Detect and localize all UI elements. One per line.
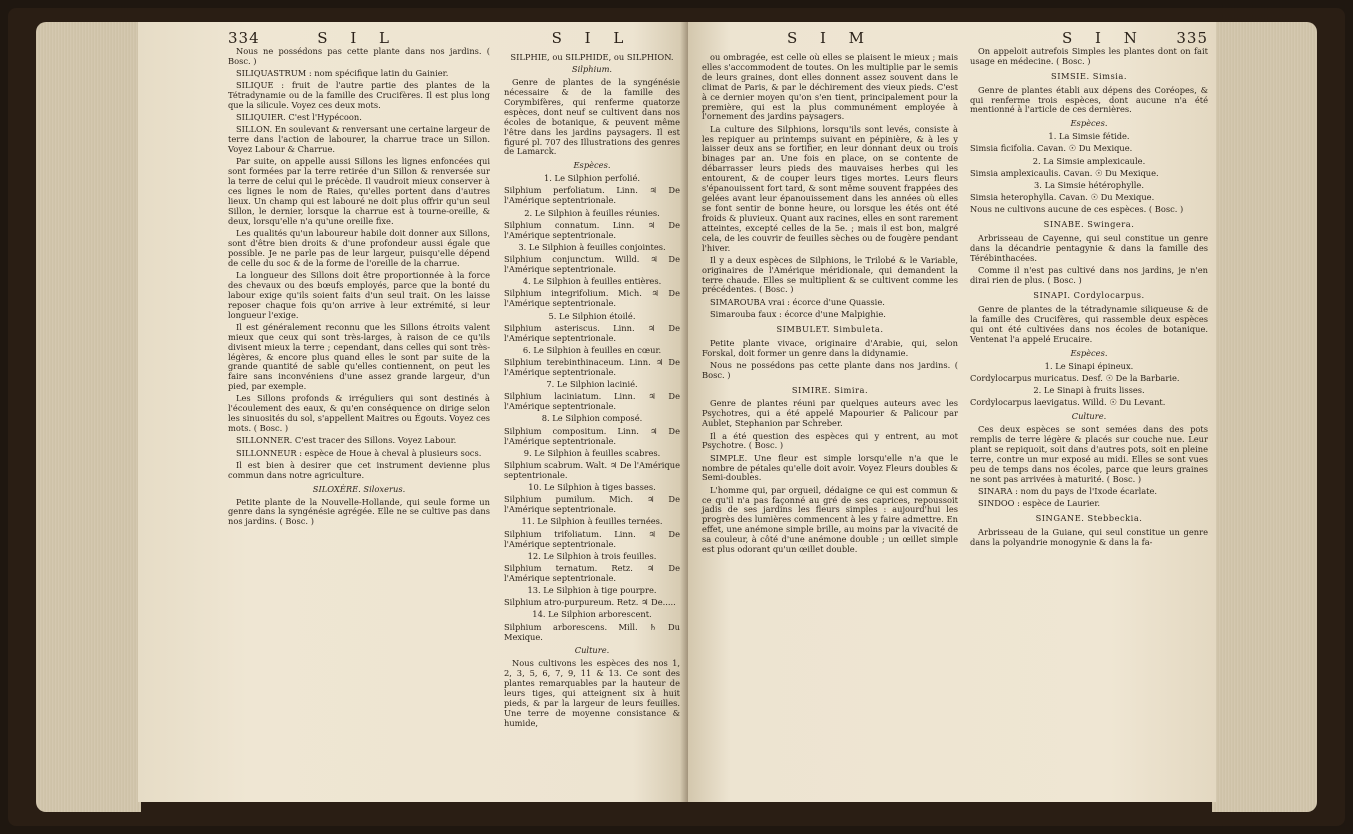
species-name: 12. Le Silphion à trois feuilles. — [527, 550, 657, 561]
right-col2-header — [970, 29, 1208, 47]
species-entry: Silphium connatum. Linn. ♃ De l'Amérique septentrionale. — [504, 219, 680, 240]
paragraph: SILLONNEUR : espèce de Houe à cheval à plusieurs socs. — [236, 447, 482, 458]
right-col1-header — [702, 29, 958, 50]
species-entry: Silphium ternatum. Retz. ♃ De l'Amérique septentrionale. — [504, 562, 680, 583]
entry-heading: SIMSIE. Simsia. — [1051, 70, 1127, 81]
page-number-right: 335 — [1176, 29, 1208, 47]
paragraph: Par suite, on appelle aussi Sillons les lignes enfoncées qui sont formées par la terre retirée d'un Sillon & renversée sur la terre de celui qui le précède. Il vaudroit mieux conserver à ces lignes le nom de Raies, qu'elles portent dans d'autres lieux. Un champ qui est labouré ne doit plus offrir qu'un seul Sillon, le dernier, lorsque la charrue est à tourne-oreille, & deux, lorsqu'elle n'a qu'une oreille fixe. — [228, 156, 490, 226]
section-heading: Espèces. — [573, 160, 611, 171]
paragraph: On appeloit autrefois Simples les plantes dont on fait usage en médecine. ( Bosc. ) — [970, 45, 1208, 66]
species-name: 4. Le Silphion à feuilles entières. — [522, 276, 662, 287]
running-head: S I N — [1062, 29, 1146, 47]
right-page-column-2 — [970, 29, 1208, 550]
species-entry: Cordylocarpus laevigatus. Willd. ☉ Du Levant. — [970, 397, 1166, 408]
paragraph: Nous ne possédons pas cette plante dans nos jardins. ( Bosc. ) — [228, 45, 490, 66]
species-entry: Silphium trifoliatum. Linn. ♃ De l'Amérique septentrionale. — [504, 528, 680, 549]
paragraph: Il a été question des espèces qui y entrent, au mot Psychotre. ( Bosc. ) — [702, 430, 958, 451]
species-name: 1. La Simsie fétide. — [1048, 131, 1130, 142]
left-col2-header — [504, 29, 680, 50]
paragraph: Nous ne possédons pas cette plante dans nos jardins. ( Bosc. ) — [702, 359, 958, 380]
paragraph: SILLONNER. C'est tracer des Sillons. Voyez Labour. — [236, 435, 457, 446]
species-name: 3. La Simsie hétérophylle. — [1034, 180, 1144, 191]
section-heading: Espèces. — [1070, 347, 1108, 358]
species-entry: Silphium conjunctum. Willd. ♃ De l'Amérique septentrionale. — [504, 254, 680, 274]
paragraph: Arbrisseau de la Guiane, qui seul constitue un genre dans la polyandrie monogynie & dans la fa- — [970, 526, 1208, 547]
paragraph: La longueur des Sillons doit être proportionnée à la force des chevaux ou des bœufs employés, parce que la bonté du labour exige qu'ils soient faits d'un seul trait. On les laisse reposer chaque fois qu'on arrive à leur extrémité, si leur longueur l'exige. — [228, 270, 490, 320]
paragraph: ou ombragée, est celle où elles se plaisent le mieux ; mais elles s'accommodent de toutes. On les multiplie par le semis de leurs graines, dont elles donnent assez souvent dans le climat de Paris, & par le déchirement des vieux pieds. C'est à ce dernier moyen qu'on s'en tient, principalement pour la première, qui est la plus communément employée à l'ornement des jardins paysagers. — [702, 52, 958, 122]
paragraph: SILIQUE : fruit de l'autre partie des plantes de la Tétradynamie ou de la famille des Crucifères. Il est plus long que la silicule. Voyez ces deux mots. — [228, 80, 490, 111]
species-name: 8. Le Silphion composé. — [541, 413, 643, 424]
species-entry: Silphium laciniatum. Linn. ♃ De l'Amérique septentrionale. — [504, 391, 680, 412]
paragraph: Genre de plantes de la syngénésie nécessaire & de la famille des Corymbifères, qui renferme quatorze espèces, dont neuf se cultivent dans nos écoles de botanique, & peuvent même l'être dans les jardins paysagers. Il est figuré pl. 707 des Illustrations des genres de Lamarck. — [504, 77, 681, 157]
entry-heading: SINGANE. Stebbeckia. — [1035, 512, 1143, 523]
page-number-left: 334 — [228, 29, 260, 47]
species-entry: Silphium asteriscus. Linn. ♃ De l'Amérique septentrionale. — [504, 322, 680, 343]
paragraph: SILIQUIER. C'est l'Hypécoon. — [236, 112, 362, 123]
paragraph: Il y a deux espèces de Silphions, le Trilobé & le Variable, originaires de l'Amérique méridionale, qui demandent la terre chaude. Elles se multiplient & se cultivent comme les précédentes. ( Bosc. ) — [702, 254, 958, 295]
right-page — [688, 22, 1216, 802]
species-entry: Silphium compositum. Linn. ♃ De l'Amérique septentrionale. — [504, 425, 680, 446]
section-heading: Culture. — [574, 645, 610, 656]
species-name: 1. Le Sinapi épineux. — [1044, 360, 1134, 371]
species-entry: Simsia heterophylla. Cavan. ☉ Du Mexique. — [970, 192, 1155, 203]
paragraph: Simarouba faux : écorce d'une Malpighie. — [710, 308, 886, 319]
species-name: 13. Le Silphion à tige pourpre. — [527, 585, 657, 596]
paragraph: L'homme qui, par orgueil, dédaigne ce qui est commun & ce qu'il n'a pas façonné au gré de ses caprices, repoussoit jadis de ses jardins les fleurs simples : aujourd'hui les progrès des lumières commencent à les y faire admettre. En effet, une anémone simple brille, au moins par la vivacité de sa couleur, à côté d'une anémone double ; un œillet simple est plus odorant qu'un œillet double. — [702, 484, 958, 555]
species-name: 9. Le Silphion à feuilles scabres. — [523, 447, 661, 458]
species-name: 3. Le Silphion à feuilles conjointes. — [518, 241, 666, 252]
species-entry: Simsia ficifolia. Cavan. ☉ Du Mexique. — [970, 143, 1133, 154]
species-name: 2. Le Silphion à feuilles réunies. — [524, 207, 660, 218]
left-page-column-1 — [228, 29, 490, 530]
paragraph: SILIQUASTRUM : nom spécifique latin du Gainier. — [236, 68, 449, 79]
entry-heading: SINAPI. Cordylocarpus. — [1033, 290, 1145, 301]
species-entry: Silphium perfoliatum. Linn. ♃ De l'Amérique septentrionale. — [504, 185, 680, 206]
right-page-edges — [1212, 22, 1317, 812]
paragraph: SINDOO : espèce de Laurier. — [978, 497, 1101, 508]
paragraph: Les qualités qu'un laboureur habile doit donner aux Sillons, sont d'être bien droits & d'une profondeur aussi égale que possible. Je ne parle pas de leur largeur, puisqu'elle dépend de celle du soc & de la forme de l'oreille de la charrue. — [228, 228, 490, 268]
species-entry: Nous ne cultivons aucune de ces espèces. ( Bosc. ) — [970, 204, 1184, 215]
entry-heading: SIMBULET. Simbuleta. — [776, 323, 884, 334]
paragraph: Arbrisseau de Cayenne, qui seul constitue un genre dans la décandrie pentagynie & dans la famille des Térébinthacées. — [970, 233, 1208, 264]
species-entry: Cordylocarpus muricatus. Desf. ☉ De la Barbarie. — [970, 372, 1180, 383]
entry-title-latin: Silphium. — [571, 64, 613, 75]
left-page — [138, 22, 688, 802]
paragraph: Il est bien à desirer que cet instrument devienne plus commun dans notre agriculture. — [228, 459, 490, 480]
running-head: S I L — [551, 29, 633, 47]
species-entry: Silphium integrifolium. Mich. ♃ De l'Amérique septentrionale. — [504, 288, 680, 309]
species-entry: Silphium scabrum. Walt. ♃ De l'Amérique septentrionale. — [504, 459, 680, 480]
species-entry: Silphium atro-purpureum. Retz. ♃ De..... — [504, 597, 676, 608]
species-name: 11. Le Silphion à feuilles ternées. — [521, 516, 663, 527]
paragraph: Petite plante vivace, originaire d'Arabie, qui, selon Forskal, doit former un genre dans la didynamie. — [702, 337, 958, 358]
paragraph: Nous cultivons les espèces des nos 1, 2, 3, 5, 6, 7, 9, 11 & 13. Ce sont des plantes remarquables par la hauteur de leurs tiges, qui atteignent six à huit pieds, & par la largeur de leurs feuilles. Une terre de moyenne consistance & humide, — [504, 658, 680, 728]
species-entry: Silphium arborescens. Mill. ♄ Du Mexique. — [504, 621, 680, 642]
right-page-column-1 — [702, 29, 958, 557]
entry-title: SILPHIE, ou SILPHIDE, ou SILPHION. — [510, 52, 674, 62]
species-entry: Simsia amplexicaulis. Cavan. ☉ Du Mexique. — [970, 167, 1159, 178]
species-name: 7. Le Silphion lacinié. — [546, 379, 638, 390]
paragraph: SILLON. En soulevant & renversant une certaine largeur de terre dans l'action de labourer, la charrue trace un Sillon. Voyez Labour & Charrue. — [228, 124, 490, 155]
section-heading: Espèces. — [1070, 118, 1108, 129]
paragraph: SIMPLE. Une fleur est simple lorsqu'elle n'a que le nombre de pétales qu'elle doit avoir. Voyez Fleurs doubles & Semi-doubles. — [702, 452, 958, 483]
entry-heading: SINABE. Swingera. — [1043, 219, 1135, 230]
paragraph: Ces deux espèces se sont semées dans des pots remplis de terre légère & placés sur couche nue. Leur plant se repiquoit, soit dans d'autres pots, soit en pleine terre, contre un mur exposé au midi. Elles se sont vues peu de temps dans nos écoles, parce que leurs graines ne sont pas arrivées à maturité. ( Bosc. ) — [970, 423, 1208, 484]
paragraph: Petite plante de la Nouvelle-Hollande, qui seule forme un genre dans la syngénésie agrégée. Elle ne se cultive pas dans nos jardins. ( Bosc. ) — [228, 496, 490, 527]
left-page-edges — [36, 22, 141, 812]
paragraph: SINARA : nom du pays de l'Ixode écarlate. — [978, 485, 1158, 496]
left-page-column-2 — [504, 29, 681, 731]
species-name: 14. Le Silphion arborescent. — [532, 609, 652, 620]
paragraph: Les Sillons profonds & irréguliers qui sont destinés à l'écoulement des eaux, & qu'en conséquence on dirige selon les sinuosités du sol, s'appellent Maitres ou Égouts. Voyez ces mots. ( Bosc. ) — [228, 393, 490, 434]
species-name: 6. Le Silphion à feuilles en cœur. — [522, 344, 662, 355]
species-name: 1. Le Silphion perfolié. — [544, 173, 640, 184]
species-name: 2. Le Sinapi à fruits lisses. — [1033, 384, 1145, 395]
running-head: S I M — [786, 29, 874, 47]
paragraph: Genre de plantes réuni par quelques auteurs avec les Psychotres, qui a été appelé Mapourier & Palicour par Aublet, Stephanion par Schreber. — [702, 398, 958, 429]
paragraph: Comme il n'est pas cultivé dans nos jardins, je n'en dirai rien de plus. ( Bosc. ) — [970, 265, 1208, 286]
paragraph: La culture des Silphions, lorsqu'ils sont levés, consiste à les repiquer au printemps suivant en pépinière, & à les y laisser deux ans se fortifier, en leur donnant deux ou trois binages par an. Une fois en place, on se contente de débarrasser leurs pieds des mauvaises herbes qui les entourent, & de couper leurs tiges mortes. Leurs fleurs s'épanouissent fort tard, & sont même souvent frappées des gelées avant leur épanouissement dans les années où elles se font sentir de bonne heure, ou lorsque les étés ont été froids & pluvieux. Quant aux racines, elles en sont rarement atteintes, excepté celles de la 5e. ; mais il est bon, malgré cela, de les couvrir de feuilles sèches ou de fougère pendant l'hiver. — [702, 123, 958, 253]
species-entry: Silphium pumilum. Mich. ♃ De l'Amérique septentrionale. — [504, 494, 680, 515]
running-head: S I L — [317, 29, 398, 47]
left-col1-header — [228, 29, 490, 47]
species-name: 10. Le Silphion à tiges basses. — [528, 482, 656, 493]
paragraph: Il est généralement reconnu que les Sillons étroits valent mieux que ceux qui sont très-larges, à raison de ce qu'ils divisent mieux la terre ; cependant, dans celles qui sont très-légères, & encore plus quand elles le sont par suite de la grande quantité de sable qu'elles contiennent, on peut les faire sans inconvéniens d'une assez grande largeur, d'un pied, par exemple. — [228, 321, 490, 392]
species-name: 2. La Simsie amplexicaule. — [1032, 155, 1146, 166]
section-heading: Culture. — [1071, 411, 1107, 422]
paragraph: Genre de plantes de la tétradynamie siliqueuse & de la famille des Crucifères, qui rassemble deux espèces qui ont été cultivées dans nos écoles de botanique. Ventenat l'a appelé Erucaire. — [970, 304, 1208, 344]
paragraph: SIMAROUBA vrai : écorce d'une Quassie. — [710, 296, 885, 307]
entry-heading: SIMIRE. Simira. — [791, 384, 869, 395]
paragraph: Genre de plantes établi aux dépens des Coréopes, & qui renferme trois espèces, dont aucune n'a été mentionné à l'article de ces dernières. — [970, 84, 1208, 115]
species-entry: Silphium terebinthinaceum. Linn. ♃ De l'Amérique septentrionale. — [504, 357, 680, 377]
entry-heading: SILOXÈRE. Siloxerus. — [312, 483, 406, 494]
species-name: 5. Le Silphion étoilé. — [548, 310, 636, 321]
